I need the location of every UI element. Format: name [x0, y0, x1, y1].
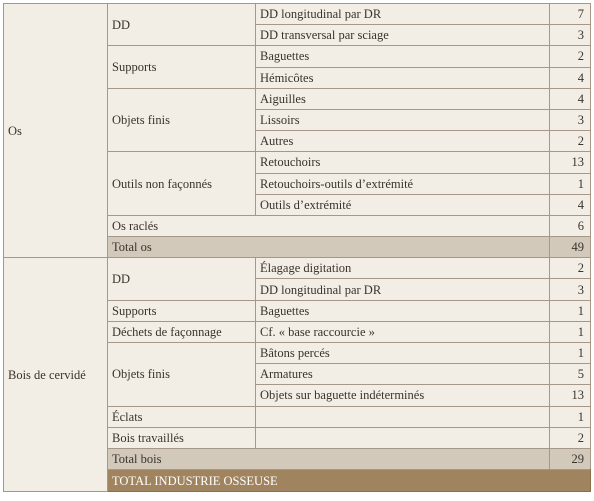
subtotal-value: 49: [550, 237, 591, 258]
item-value: 1: [550, 321, 591, 342]
item-value: 1: [550, 343, 591, 364]
item-label: [256, 406, 550, 427]
item-value: 1: [550, 300, 591, 321]
group-label: Éclats: [108, 406, 256, 427]
item-value: 4: [550, 194, 591, 215]
item-label: Bâtons percés: [256, 343, 550, 364]
subtotal-label: Total bois: [108, 448, 550, 469]
item-value: 5: [550, 364, 591, 385]
item-value: 3: [550, 279, 591, 300]
section-label-bois: Bois de cervidé: [4, 258, 108, 492]
item-value: 13: [550, 385, 591, 406]
group-label: Bois travaillés: [108, 427, 256, 448]
group-label: DD: [108, 258, 256, 300]
group-label: Outils non façonnés: [108, 152, 256, 216]
osseous-industry-table: [3, 3, 591, 492]
item-label: Retouchoirs-outils d’extrémité: [256, 173, 550, 194]
row-value: 6: [550, 215, 591, 236]
table-wrapper: [3, 3, 591, 492]
item-value: 2: [550, 46, 591, 67]
item-value: 2: [550, 131, 591, 152]
subtotal-label: Total os: [108, 237, 550, 258]
item-value: 4: [550, 88, 591, 109]
group-label: Objets finis: [108, 343, 256, 407]
table-row: [4, 4, 591, 25]
group-label: Objets finis: [108, 88, 256, 152]
item-value: 7: [550, 4, 591, 25]
item-label: Cf. « base raccourcie »: [256, 321, 550, 342]
group-label: Déchets de façonnage: [108, 321, 256, 342]
item-value: 3: [550, 109, 591, 130]
item-value: 2: [550, 427, 591, 448]
row-label: Os raclés: [108, 215, 550, 236]
group-label: DD: [108, 4, 256, 46]
item-value: 1: [550, 173, 591, 194]
item-value: 3: [550, 25, 591, 46]
item-label: Élagage digitation: [256, 258, 550, 279]
grand-total-label: TOTAL INDUSTRIE OSSEUSE: [108, 470, 591, 492]
item-label: Outils d’extrémité: [256, 194, 550, 215]
item-label: Armatures: [256, 364, 550, 385]
item-label: Aiguilles: [256, 88, 550, 109]
item-label: Baguettes: [256, 300, 550, 321]
item-label: Hémicôtes: [256, 67, 550, 88]
section-label-os: Os: [4, 4, 108, 258]
item-value: 1: [550, 406, 591, 427]
item-label: DD longitudinal par DR: [256, 279, 550, 300]
item-label: Autres: [256, 131, 550, 152]
item-label: Objets sur baguette indéterminés: [256, 385, 550, 406]
table-row: [4, 258, 591, 279]
item-label: Baguettes: [256, 46, 550, 67]
item-value: 4: [550, 67, 591, 88]
subtotal-value: 29: [550, 448, 591, 469]
item-label: DD transversal par sciage: [256, 25, 550, 46]
item-value: 2: [550, 258, 591, 279]
item-label: Retouchoirs: [256, 152, 550, 173]
item-value: 13: [550, 152, 591, 173]
group-label: Supports: [108, 300, 256, 321]
item-label: Lissoirs: [256, 109, 550, 130]
item-label: [256, 427, 550, 448]
item-label: DD longitudinal par DR: [256, 4, 550, 25]
group-label: Supports: [108, 46, 256, 88]
